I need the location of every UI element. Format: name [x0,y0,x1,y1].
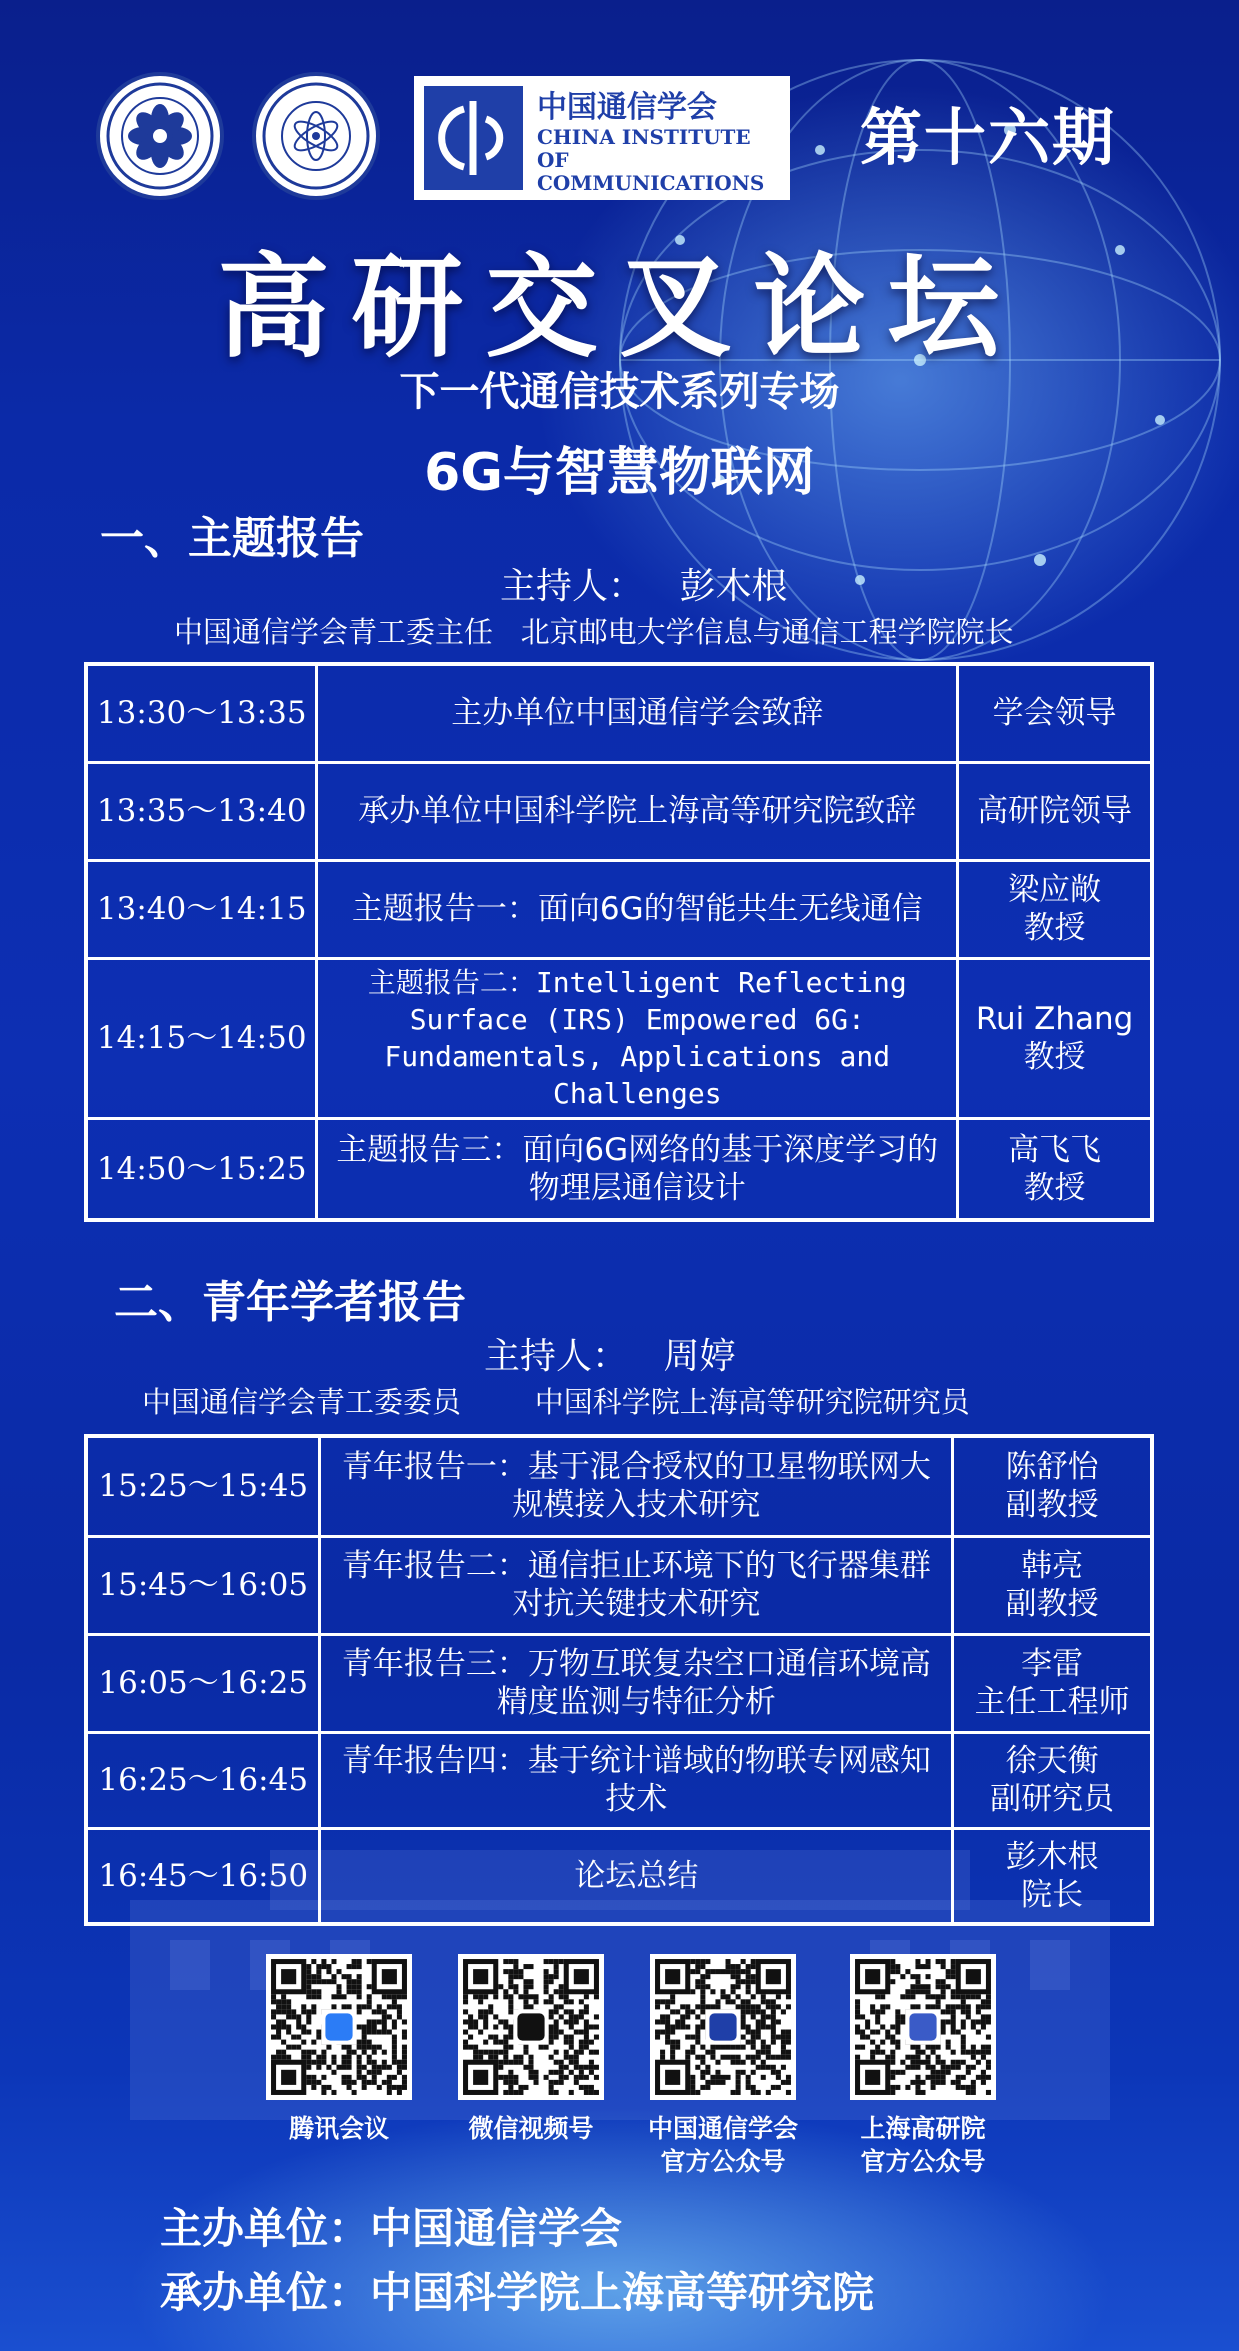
session-title: 主题报告三：面向6G网络的基于深度学习的物理层通信设计 [317,1118,958,1220]
qr-code-icon [266,1954,412,2100]
session-speaker: Rui Zhang 教授 [958,958,1152,1118]
session-speaker: 梁应敞 教授 [958,860,1152,958]
session-speaker: 彭木根 院长 [953,1828,1152,1924]
host-name: 周婷 [663,1336,736,1377]
host-name: 彭木根 [679,566,788,607]
qr-code[interactable] [650,1954,796,2100]
schedule-row [86,1536,1152,1634]
schedule-row [86,762,1152,860]
schedule-row [86,1634,1152,1732]
section1-host-affiliation: 中国通信学会青工委主任 北京邮电大学信息与通信工程学院院长 [174,615,1014,649]
qr-code[interactable] [458,1954,604,2100]
co-organizer-text: 承办单位：中国科学院上海高等研究院 [160,2268,875,2317]
host-label: 主持人： [500,566,645,607]
session-time: 16:25～16:45 [86,1732,320,1828]
session-speaker: 高飞飞 教授 [958,1118,1152,1220]
session-speaker: 徐天衡 副研究员 [953,1732,1152,1828]
cic-name-en-1: CHINA INSTITUTE [536,124,751,149]
session-speaker: 韩亮 副教授 [953,1536,1152,1634]
page-subtitle: 下一代通信技术系列专场 [399,369,840,415]
schedule-row [86,860,1152,958]
session-title: 青年报告一：基于混合授权的卫星物联网大规模接入技术研究 [320,1436,953,1536]
cic-name-en-2: OF COMMUNICATIONS [536,147,765,195]
section1-heading: 一、主题报告 [100,513,364,564]
session-title: 主题报告二：Intelligent Reflecting Surface (IRS) Empowered 6G: Fundamentals, Applications and Challenges [317,958,958,1118]
qr-code[interactable] [266,1954,412,2100]
host-label: 主持人： [484,1336,629,1377]
session-time: 15:25～15:45 [86,1436,320,1536]
session-title: 青年报告四：基于统计谱域的物联专网感知技术 [320,1732,953,1828]
session-speaker: 陈舒怡 副教授 [953,1436,1152,1536]
qr-code-label: 微信视频号 [468,2114,594,2143]
qr-code-label: 腾讯会议 [288,2114,389,2143]
qr-code-icon [650,1954,796,2100]
session-time: 13:30～13:35 [86,664,317,762]
session-title: 承办单位中国科学院上海高等研究院致辞 [317,762,958,860]
cic-logo-banner [414,76,790,200]
section2-host [484,1328,735,1379]
session-speaker: 学会领导 [958,664,1152,762]
session-time: 13:40～14:15 [86,860,317,958]
schedule-row [86,1732,1152,1828]
session-title: 主题报告一：面向6G的智能共生无线通信 [317,860,958,958]
session-title: 青年报告三：万物互联复杂空口通信环境高精度监测与特征分析 [320,1634,953,1732]
page-title: 高研交叉论坛 [217,243,1022,373]
qr-code-label: 中国通信学会 官方公众号 [647,2114,798,2176]
issue-number: 第十六期 [860,101,1117,174]
session-speaker: 高研院领导 [958,762,1152,860]
section1-schedule-table [84,662,1154,1222]
qr-code[interactable] [850,1954,996,2100]
cas-logo [96,72,224,200]
session-title: 论坛总结 [320,1828,953,1924]
session-title: 主办单位中国通信学会致辞 [317,664,958,762]
schedule-row [86,1118,1152,1220]
qr-code-icon [458,1954,604,2100]
cic-name-cn: 中国通信学会 [536,89,717,125]
sari-science-forum-logo [252,72,380,200]
schedule-row [86,1436,1152,1536]
qr-code-icon [850,1954,996,2100]
section2-host-affiliation: 中国通信学会青工委委员 中国科学院上海高等研究院研究员 [142,1385,970,1419]
section2-schedule-table [84,1434,1154,1926]
forum-topic: 6G与智慧物联网 [424,443,815,503]
qr-code-label: 上海高研院 官方公众号 [860,2114,986,2176]
session-time: 13:35～13:40 [86,762,317,860]
session-speaker: 李雷 主任工程师 [953,1634,1152,1732]
atom-orbit-icon [261,81,371,191]
session-time: 14:15～14:50 [86,958,317,1118]
schedule-row [86,664,1152,762]
section1-host [500,558,787,609]
cic-logo-icon [424,86,523,190]
section2-heading: 二、青年学者报告 [114,1277,466,1328]
organizer-text: 主办单位：中国通信学会 [160,2204,623,2253]
session-time: 16:45～16:50 [86,1828,320,1924]
session-time: 14:50～15:25 [86,1118,317,1220]
schedule-row [86,958,1152,1118]
session-title: 青年报告二：通信拒止环境下的飞行器集群对抗关键技术研究 [320,1536,953,1634]
schedule-row [86,1828,1152,1924]
flower-emblem-icon [105,81,215,191]
session-time: 16:05～16:25 [86,1634,320,1732]
session-time: 15:45～16:05 [86,1536,320,1634]
